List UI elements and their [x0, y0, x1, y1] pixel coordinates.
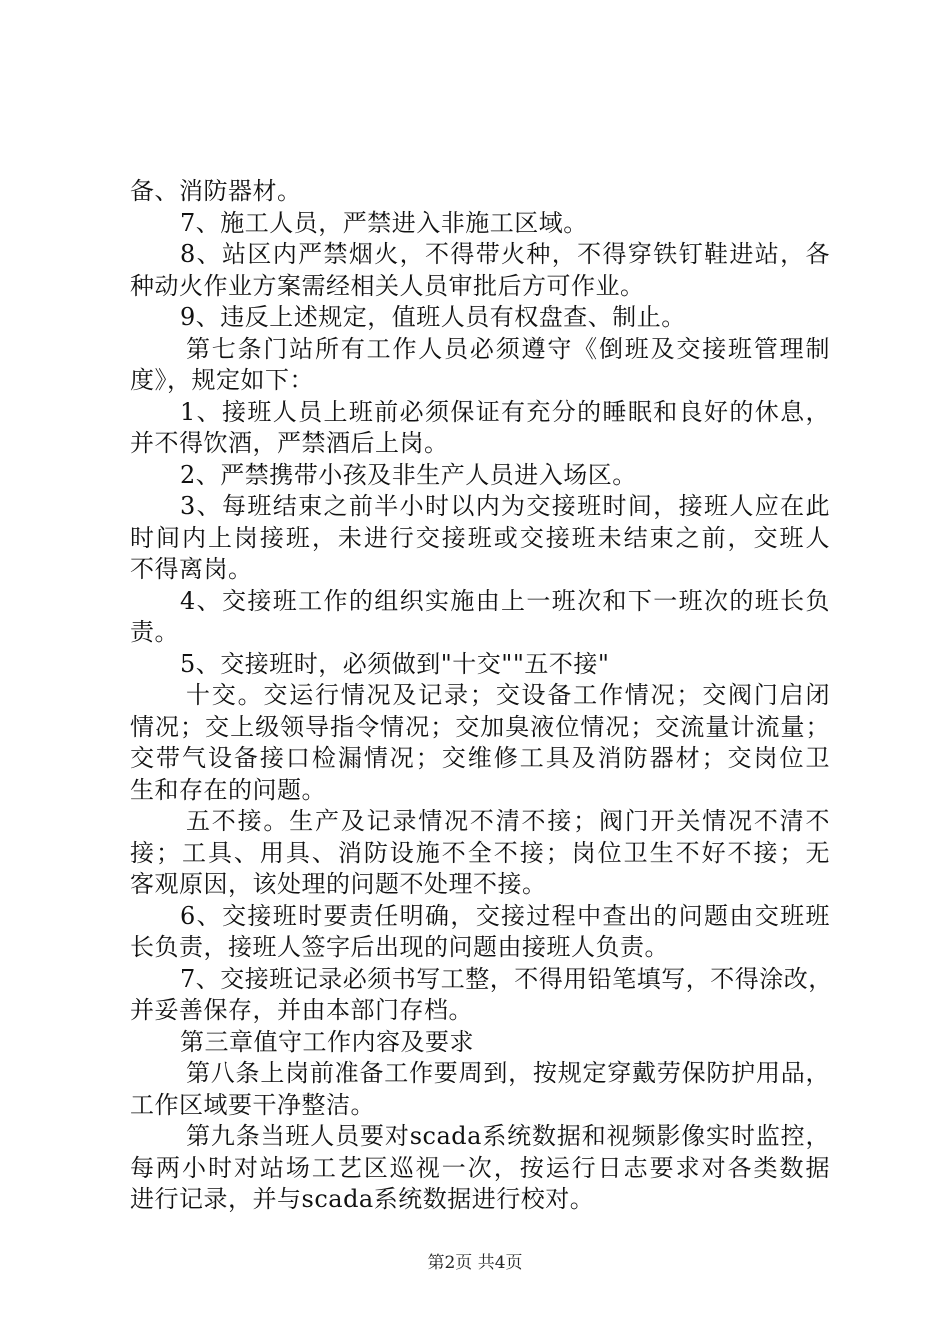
text-line: 每两小时对站场工艺区巡视一次，按运行日志要求对各类数据: [130, 1153, 830, 1182]
text-line: 度》，规定如下：: [130, 366, 314, 394]
text-line: 1、接班人员上班前必须保证有充分的睡眠和良好的休息，: [180, 397, 830, 426]
text-line: 接；工具、用具、消防设施不全不接；岗位卫生不好不接；无: [130, 838, 830, 867]
text-line: 并妥善保存，并由本部门存档。: [130, 996, 473, 1024]
text-line: 2、严禁携带小孩及非生产人员进入场区。: [180, 460, 637, 489]
chapter-heading: 第三章值守工作内容及要求: [180, 1027, 474, 1056]
text-line: 6、交接班时要责任明确，交接过程中查出的问题由交班班: [180, 901, 830, 930]
text-line: 4、交接班工作的组织实施由上一班次和下一班次的班长负: [180, 586, 830, 615]
text-line: 责。: [130, 618, 179, 646]
text-line: 不得离岗。: [130, 555, 253, 583]
text-line: 7、交接班记录必须书写工整，不得用铅笔填写，不得涂改，: [180, 964, 833, 993]
text-line: 备、消防器材。: [130, 177, 302, 205]
text-line: 并不得饮酒，严禁酒后上岗。: [130, 429, 449, 457]
text-line: 工作区域要干净整洁。: [130, 1090, 375, 1119]
text-line: 客观原因，该处理的问题不处理不接。: [130, 870, 547, 898]
text-line: 第九条当班人员要对scada系统数据和视频影像实时监控，: [186, 1122, 830, 1150]
text-line: 3、每班结束之前半小时以内为交接班时间，接班人应在此: [180, 492, 830, 520]
text-line: 5、交接班时，必须做到"十交""五不接": [180, 649, 610, 678]
text-line: 9、违反上述规定，值班人员有权盘查、制止。: [180, 303, 686, 331]
text-line: 第八条上岗前准备工作要周到，按规定穿戴劳保防护用品，: [186, 1059, 830, 1087]
document-body: [130, 176, 833, 1216]
text-line: 7、施工人员，严禁进入非施工区域。: [180, 208, 588, 237]
text-line: 五不接。生产及记录情况不清不接；阀门开关情况不清不: [186, 807, 830, 835]
text-line: 进行记录，并与scada系统数据进行校对。: [130, 1185, 595, 1213]
text-line: 种动火作业方案需经相关人员审批后方可作业。: [130, 271, 645, 300]
text-line: 时间内上岗接班，未进行交接班或交接班未结束之前，交班人: [130, 523, 830, 552]
text-line: 十交。交运行情况及记录；交设备工作情况；交阀门启闭: [186, 681, 830, 709]
text-line: 生和存在的问题。: [130, 775, 326, 804]
page-number: 第2页 共4页: [427, 1253, 523, 1273]
text-line: 情况；交上级领导指令情况；交加臭液位情况；交流量计流量；: [130, 712, 830, 741]
text-line: 8、站区内严禁烟火，不得带火种，不得穿铁钉鞋进站，各: [180, 240, 830, 268]
text-line: 第七条门站所有工作人员必须遵守《倒班及交接班管理制: [186, 334, 830, 363]
text-line: 交带气设备接口检漏情况；交维修工具及消防器材；交岗位卫: [130, 744, 830, 772]
text-line: 长负责，接班人签字后出现的问题由接班人负责。: [130, 933, 669, 961]
